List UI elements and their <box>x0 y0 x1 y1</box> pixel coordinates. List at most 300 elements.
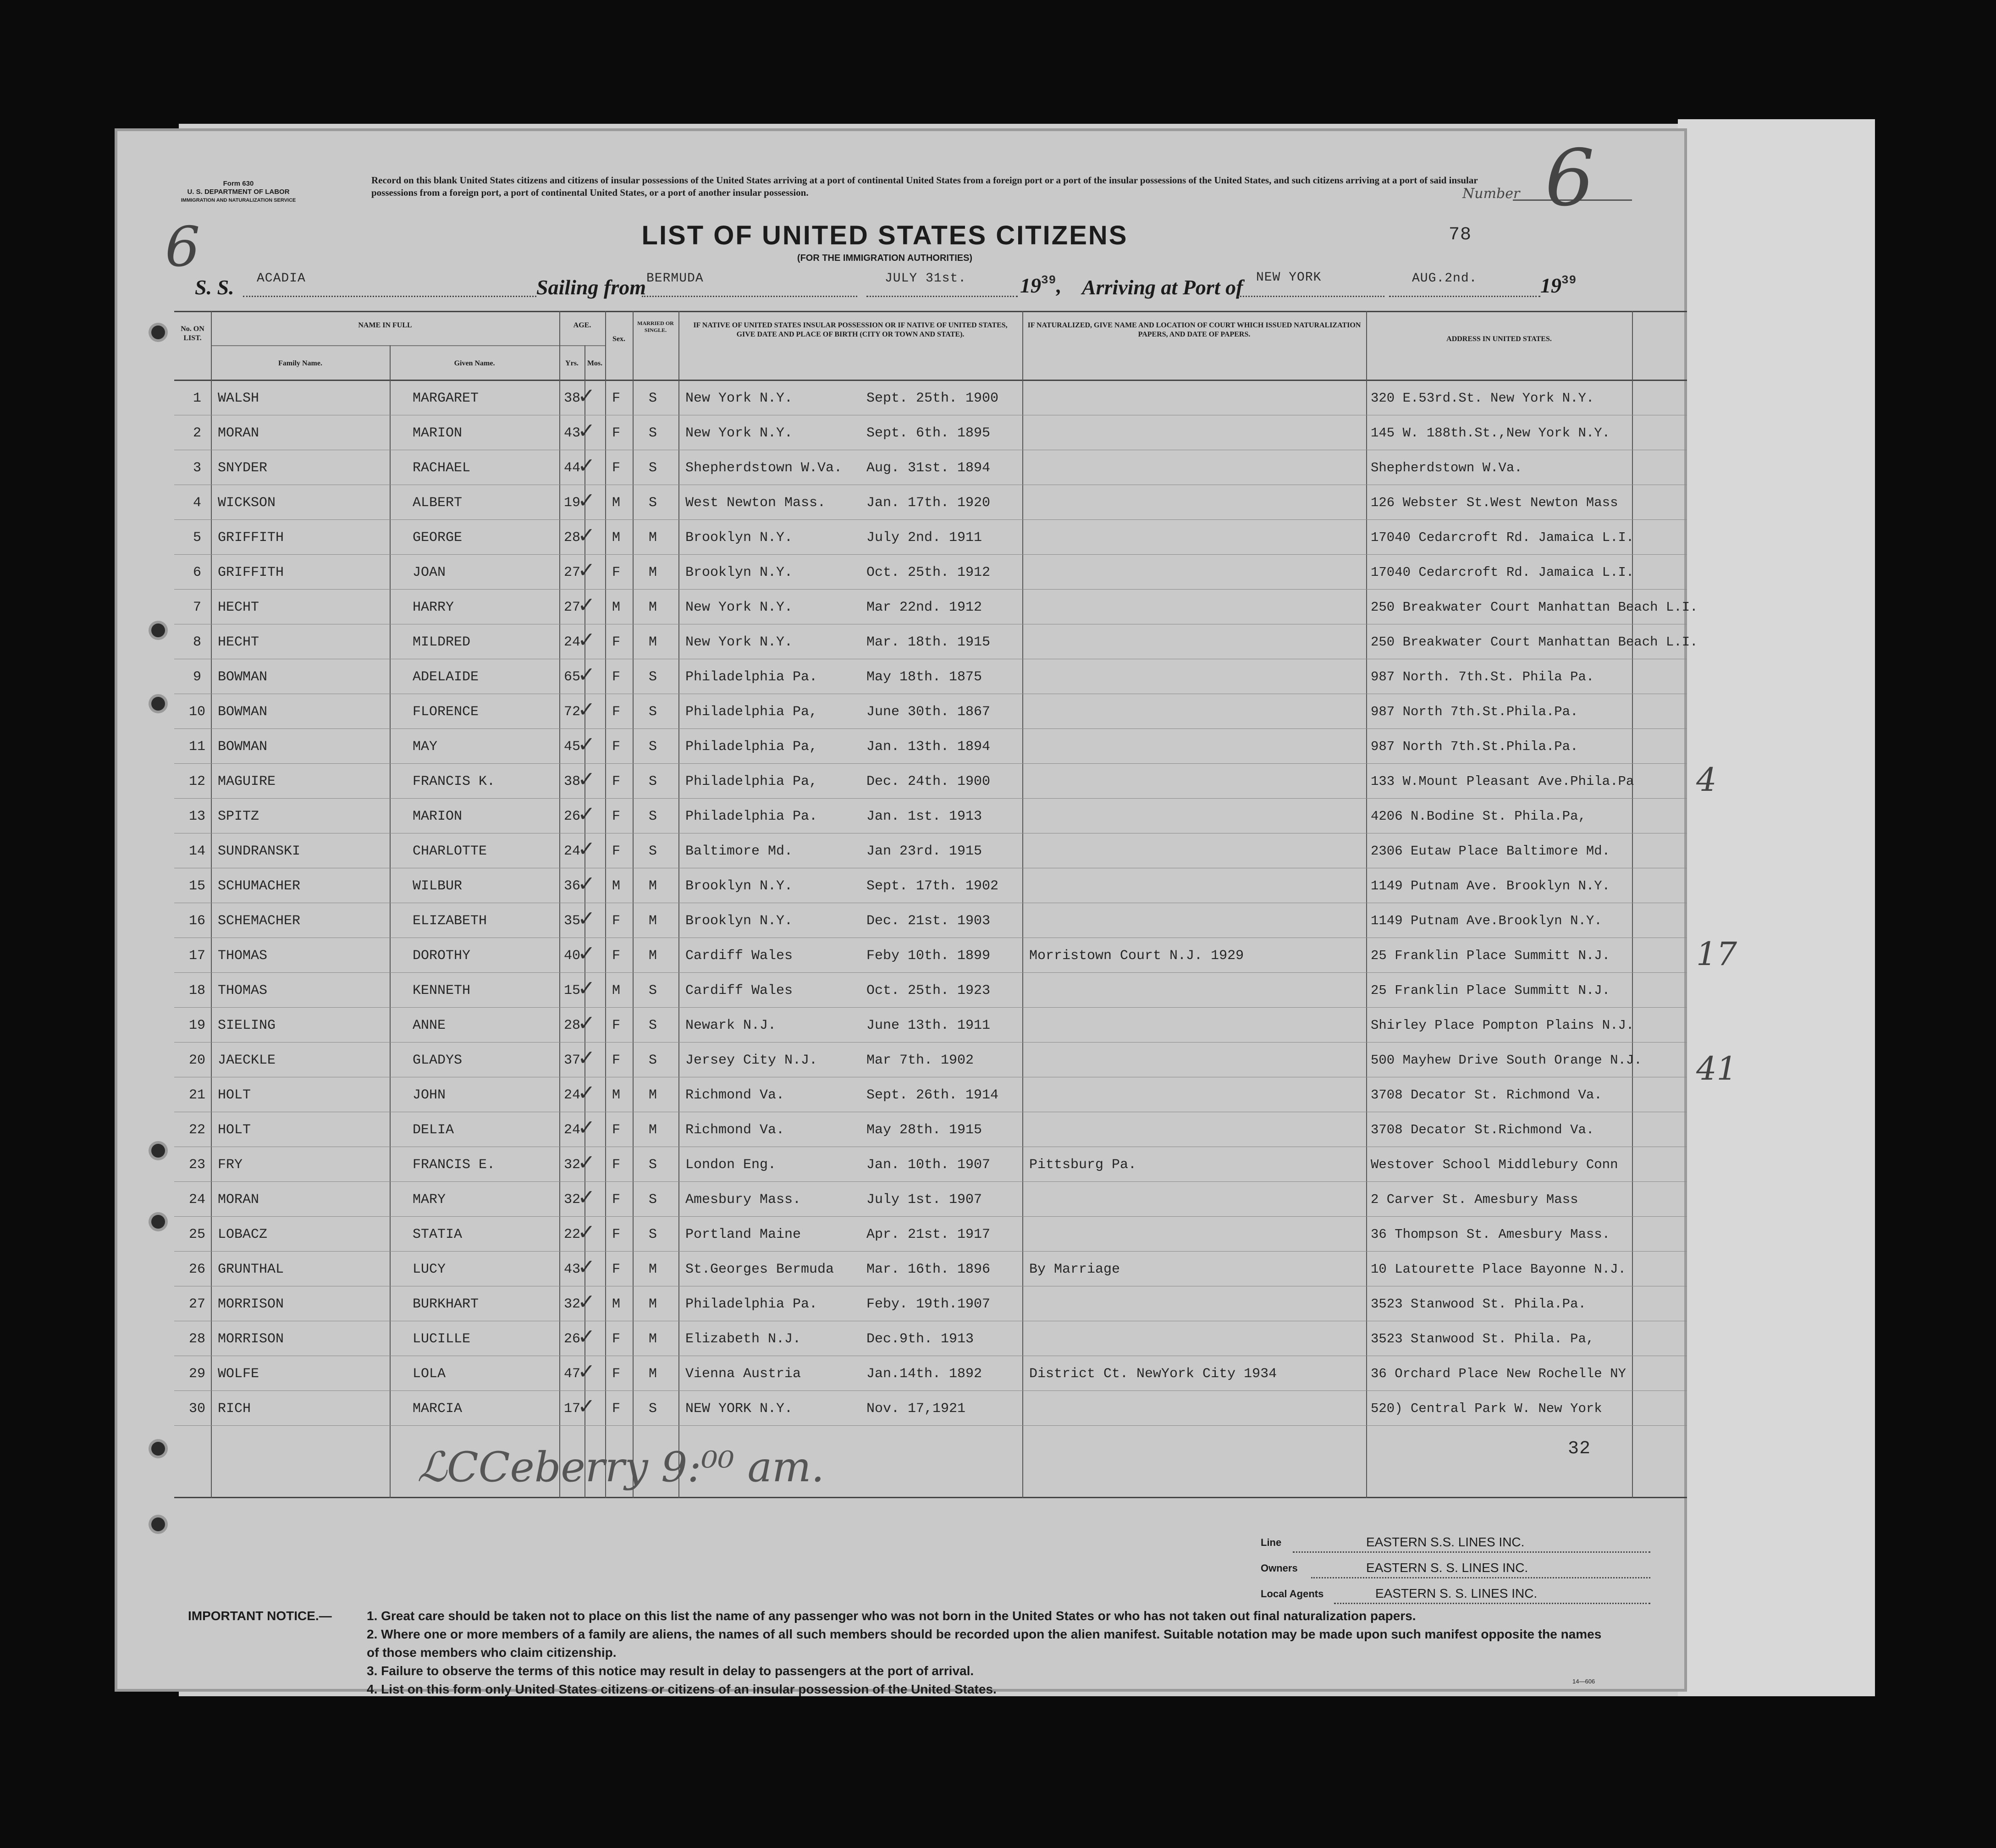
birth-date: Dec. 21st. 1903 <box>866 913 991 929</box>
naturalization: District Ct. NewYork City 1934 <box>1029 1366 1277 1382</box>
sex: F <box>612 1401 621 1417</box>
marital-status: S <box>649 460 657 476</box>
birth-place: St.Georges Bermuda <box>685 1262 834 1277</box>
age-years: 38 <box>564 774 581 789</box>
table-row <box>174 764 1747 799</box>
row-number: 23 <box>188 1157 205 1173</box>
given-name: JOHN <box>413 1087 446 1103</box>
sex: F <box>612 391 621 406</box>
marital-status: S <box>649 391 657 406</box>
age-years: 35 <box>564 913 581 929</box>
given-name: MARION <box>413 425 463 441</box>
age-years: 24 <box>564 1087 581 1103</box>
marital-status: S <box>649 774 657 789</box>
birth-place: Philadelphia Pa. <box>685 669 818 685</box>
address: 2306 Eutaw Place Baltimore Md. <box>1371 844 1610 859</box>
birth-date: July 2nd. 1911 <box>866 530 982 546</box>
check-mark-icon: ✓ <box>578 976 595 1000</box>
check-mark-icon: ✓ <box>578 1045 595 1070</box>
departure-port: BERMUDA <box>646 271 704 286</box>
given-name: GLADYS <box>413 1053 463 1068</box>
address: 36 Orchard Place New Rochelle NY <box>1371 1366 1626 1381</box>
table-row <box>174 1252 1747 1286</box>
address: 126 Webster St.West Newton Mass <box>1371 495 1618 510</box>
row-number: 27 <box>188 1296 205 1312</box>
address: 4206 N.Bodine St. Phila.Pa, <box>1371 809 1586 824</box>
notice-item: 3. Failure to observe the terms of this notice may result in delay to passengers at the port of arrival. <box>367 1664 974 1678</box>
row-number: 6 <box>193 565 201 580</box>
form-number: Form 630 <box>223 180 254 188</box>
birth-place: Baltimore Md. <box>685 844 793 859</box>
family-name: HOLT <box>218 1122 251 1138</box>
sex: F <box>612 1053 621 1068</box>
given-name: MARION <box>413 809 463 824</box>
check-mark-icon: ✓ <box>578 836 595 861</box>
col-family-name: Family Name. <box>278 359 322 367</box>
birth-date: Sept. 17th. 1902 <box>866 878 999 894</box>
check-mark-icon: ✓ <box>578 592 595 617</box>
marital-status: S <box>649 809 657 824</box>
family-name: SPITZ <box>218 809 259 824</box>
address: 145 W. 188th.St.,New York N.Y. <box>1371 425 1610 441</box>
sex: F <box>612 1262 621 1277</box>
check-mark-icon: ✓ <box>578 488 595 513</box>
address: Shirley Place Pompton Plains N.J. <box>1371 1018 1634 1033</box>
address: 25 Franklin Place Summitt N.J. <box>1371 948 1610 963</box>
check-mark-icon: ✓ <box>578 418 595 443</box>
birth-place: Philadelphia Pa, <box>685 774 818 789</box>
age-years: 27 <box>564 600 581 615</box>
birth-date: July 1st. 1907 <box>866 1192 982 1208</box>
notice-item: 2. Where one or more members of a family are aliens, the names of all such members should be recorded upon the alien manifest. Suitable notation may be made upon such manifest opposite the names of those members who claim citizenship. <box>367 1627 1602 1660</box>
birth-date: Jan. 10th. 1907 <box>866 1157 991 1173</box>
given-name: FRANCIS E. <box>413 1157 496 1173</box>
table-row <box>174 659 1747 694</box>
birth-place: Philadelphia Pa. <box>685 809 818 824</box>
check-mark-icon: ✓ <box>578 697 595 722</box>
birth-date: Jan. 1st. 1913 <box>866 809 982 824</box>
sex: F <box>612 1018 621 1033</box>
birth-date: Apr. 21st. 1917 <box>866 1227 991 1242</box>
table-row <box>174 938 1747 973</box>
side-number-3: 41 <box>1696 1050 1737 1087</box>
row-number: 11 <box>188 739 205 755</box>
birth-place: New York N.Y. <box>685 600 793 615</box>
birth-date: Jan. 13th. 1894 <box>866 739 991 755</box>
row-number: 28 <box>188 1331 205 1347</box>
sex: F <box>612 1366 621 1382</box>
corner-handwritten-number: 6 <box>165 215 200 279</box>
sex: F <box>612 1122 621 1138</box>
address: 520) Central Park W. New York <box>1371 1401 1602 1416</box>
check-mark-icon: ✓ <box>578 767 595 791</box>
address: 3708 Decator St.Richmond Va. <box>1371 1122 1594 1137</box>
family-name: MAGUIRE <box>218 774 276 789</box>
col-birth: IF NATIVE OF UNITED STATES INSULAR POSSESSION OR IF NATIVE OF UNITED STATES, GIVE DATE AND PLACE OF BIRTH (CITY OR TOWN AND STATE). <box>693 321 1008 338</box>
address: 36 Thompson St. Amesbury Mass. <box>1371 1227 1610 1242</box>
birth-date: Oct. 25th. 1923 <box>866 983 991 998</box>
given-name: RACHAEL <box>413 460 471 476</box>
ss-label: S. S. <box>195 276 234 299</box>
page-title: LIST OF UNITED STATES CITIZENS <box>641 221 1128 250</box>
given-name: KENNETH <box>413 983 471 998</box>
address: 1149 Putnam Ave. Brooklyn N.Y. <box>1371 878 1610 894</box>
col-age: AGE. <box>573 321 591 329</box>
given-name: DELIA <box>413 1122 454 1138</box>
given-name: MARY <box>413 1192 446 1208</box>
table-row <box>174 1112 1747 1147</box>
sex: F <box>612 844 621 859</box>
family-name: WICKSON <box>218 495 276 511</box>
family-name: SUNDRANSKI <box>218 844 301 859</box>
family-name: MORRISON <box>218 1296 284 1312</box>
sex: F <box>612 425 621 441</box>
row-number: 13 <box>188 809 205 824</box>
binder-hole <box>151 325 165 339</box>
address: 133 W.Mount Pleasant Ave.Phila.Pa <box>1371 774 1634 789</box>
binder-hole <box>151 1215 165 1229</box>
marital-status: M <box>649 1087 657 1103</box>
family-name: THOMAS <box>218 948 268 964</box>
col-no-on-list: No. ON LIST. <box>181 325 204 342</box>
family-name: HOLT <box>218 1087 251 1103</box>
age-years: 65 <box>564 669 581 685</box>
given-name: DOROTHY <box>413 948 471 964</box>
table-row <box>174 1321 1747 1356</box>
sex: F <box>612 948 621 964</box>
birth-place: London Eng. <box>685 1157 777 1173</box>
table-row <box>174 450 1747 485</box>
birth-place: Shepherdstown W.Va. <box>685 460 843 476</box>
manifest-form: Form 630 U. S. DEPARTMENT OF LABOR IMMIGRATION AND NATURALIZATION SERVICE 6 Record on this blank United States citizens and citizens of insular possessions of the United States arriving at a port of continental United States from a foreign port or a port of the insular possessions of the United States, and such citizens arriving at a port of said insular possessions from a foreign port, a port of continental United States, or a port of another insular possession. Number 6 78 LIST OF UNITED STATES CITIZENS (FOR THE IMMIGRATION AUTHORITIES) S. S. ACADIA Sailing from BERMUDA JULY 31st. $19^{39}$, Arriving at Port of NEW YORK AUG.2nd. $19^{39}$ No. ON LIST. NAME IN FULL Family Name. Given Name. AGE. Yrs. Mos. Sex. MARRIED OR SINGLE. IF NATIVE OF UNITED STATES INSULAR POSSESSION OR IF NATIVE OF UNITED STATES, GIVE DATE AND PLACE OF BIRTH (CITY OR TOWN AND STATE). IF NATURALIZED, GIVE NAME AND LOCATION OF COURT WHICH ISSUED NATURALIZATION PAPERS, AND DATE OF PAPERS. ADDRESS IN UNITED STATES. 1 WALSH MARGARET 38 F S New York N.Y. Sept. 25th. 1900 320 E.53rd.St. New York N.Y. ✓ 2 MORAN MARION 43 F S New York N.Y. Sept. 6th. 1895 145 W. 188th.St.,New York N.Y. ✓ 3 SNYDER RACHAEL 44 F S Shepherdstown W.Va. Aug. 31st. 1894 Shepherdstown W.Va. ✓ 4 WICKSON ALBERT 19 M S West Newton Mass. Jan. 17th. 1920 126 Webster St.West Newton Mass ✓ 5 GRIFFITH GEORGE 28 M M Brooklyn N.Y. July 2nd. 1911 17040 Cedarcroft Rd. Jamaica L.I. ✓ 6 GRIFFITH JOAN 27 F M Brooklyn N.Y. Oct. 25th. 1912 17040 Cedarcroft Rd. Jamaica L.I. ✓ 7 HECHT HARRY 27 M M New York N.Y. Mar 22nd. 1912 250 Breakwater Court Manhattan Beach L.I. ✓ 8 HECHT MILDRED 24 F M New York N.Y. Mar. 18th. 1915 250 Breakwater Court Manhattan Beach L.I. ✓ 9 BOWMAN ADELAIDE 65 F S Philadelphia Pa. May 18th. 1875 987 North. 7th.St. Phila Pa. ✓ 10 BOWMAN FLORENCE 72 F S Philadelphia Pa, June 30th. 1867 987 North 7th.St.Phila.Pa. ✓ 11 BOWMAN MAY 45 F S Philadelphia Pa, Jan. 13th. 1894 987 North 7th.St.Phila.Pa. ✓ 12 MAGUIRE FRANCIS K. 38 F S Philadelphia Pa, Dec. 24th. 1900 133 W.Mount Pleasant Ave.Phila.Pa ✓ 13 SPITZ MARION 26 F S Philadelphia Pa. Jan. 1st. 1913 4206 N.Bodine St. Phila.Pa, ✓ 14 SUNDRANSKI CHARLOTTE 24 F S Baltimore Md. Jan 23rd. 1915 2306 Eutaw Place Baltimore Md. ✓ 15 SCHUMACHER WILBUR 36 M M Brooklyn N.Y. Sept. 17th. 1902 1149 Putnam Ave. Brooklyn N.Y. ✓ 16 SCHEMACHER ELIZABETH 35 F M Brooklyn N.Y. Dec. 21st. 1903 1149 Putnam Ave.Brooklyn N.Y. ✓ 17 THOMAS DOROTHY 40 F M Cardiff Wales Feby 10th. 1899 Morristown Court N.J. 1929 25 Franklin Place Summitt N.J. ✓ 18 THOMAS KENNETH 15 M S Cardiff Wales Oct. 25th. 1923 25 Franklin Place Summitt N.J. ✓ 19 SIELING ANNE 28 F S Newark N.J. June 13th. 1911 Shirley Place Pompton Plains N.J. ✓ 20 JAECKLE GLADYS 37 F S Jersey City N.J. Mar 7th. 1902 500 Mayhew Drive South Orange N.J. ✓ 21 HOLT JOHN 24 M M Richmond Va. Sept. 26th. 1914 3708 Decator St. Richmond Va. ✓ 22 HOLT DELIA 24 F M Richmond Va. May 28th. 1915 3708 Decator St.Richmond Va. ✓ 23 FRY FRANCIS E. 32 F S London Eng. Jan. 10th. 1907 Pittsburg Pa. Westover School Middlebury Conn ✓ 24 MORAN MARY 32 F S Amesbury Mass. July 1st. 1907 2 Carver St. Amesbury Mass ✓ 25 LOBACZ STATIA 22 F S Portland Maine Apr. 21st. 1917 36 Thompson St. Amesbury Mass. ✓ 26 GRUNTHAL LUCY 43 F M St.Georges Bermuda Mar. 16th. 1896 By Marriage 10 Latourette Place Bayonne N.J. ✓ 27 MORRISON BURKHART 32 M M Philadelphia Pa. Feby. 19th.1907 3523 Stanwood St. Phila.Pa. ✓ 28 MORRISON LUCILLE 26 F M Elizabeth N.J. Dec.9th. 1913 3523 Stanwood St. Phila. Pa, ✓ 29 WOLFE LOLA 47 F M Vienna Austria Jan.14th. 1892 District Ct. NewYork City 1934 36 Orchard Place New Rochelle NY ✓ 30 RICH MARCIA 17 F S NEW YORK N.Y. Nov. 17,1921 520) Central Park W. New York ✓ 32 ℒCCeberry 9:⁰⁰ am. Line EASTERN S.S. LINES INC. Owners EASTERN S. S. LINES INC. Local Agents EASTERN S. S. LINES INC. IMPORTANT NOTICE.— 1. Great care should be taken not to place on this list the name of any passenger who was not born in the United States or who has not taken out final naturalization papers. 2. Where one or more members of a family are aliens, the names of all such members should be recorded upon the alien manifest. Suitable notation may be made upon such manifest opposite the names of those members who claim citizenship. 3. Failure to observe the terms of this notice may result in delay to passengers at the port of arrival. 4. List on this form only United States citizens or citizens of an insular possession of the United States. 14—606 <box>115 128 1687 1692</box>
row-number: 21 <box>188 1087 205 1103</box>
age-years: 32 <box>564 1296 581 1312</box>
marital-status: S <box>649 1192 657 1208</box>
table-row <box>174 1286 1747 1321</box>
line-label: Line <box>1261 1537 1282 1548</box>
birth-place: Newark N.J. <box>685 1018 777 1033</box>
birth-place: Philadelphia Pa, <box>685 739 818 755</box>
row-number: 18 <box>188 983 205 998</box>
address: 3523 Stanwood St. Phila.Pa. <box>1371 1296 1586 1312</box>
birth-place: Brooklyn N.Y. <box>685 565 793 580</box>
birth-place: Brooklyn N.Y. <box>685 530 793 546</box>
marital-status: M <box>649 1331 657 1347</box>
marital-status: M <box>649 1366 657 1382</box>
address: 25 Franklin Place Summitt N.J. <box>1371 983 1610 998</box>
birth-date: Jan. 17th. 1920 <box>866 495 991 511</box>
arrival-year-prefix: 19 <box>1540 274 1561 297</box>
family-name: BOWMAN <box>218 669 268 685</box>
check-mark-icon: ✓ <box>578 871 595 896</box>
birth-date: Sept. 6th. 1895 <box>866 425 991 441</box>
notice-item: 1. Great care should be taken not to place on this list the name of any passenger who was not born in the United States or who has not taken out final naturalization papers. <box>367 1609 1416 1623</box>
table-row <box>174 903 1747 938</box>
table-row <box>174 520 1747 555</box>
check-mark-icon: ✓ <box>578 1254 595 1279</box>
departure-year-prefix: 19 <box>1020 274 1041 297</box>
given-name: JOAN <box>413 565 446 580</box>
side-number-1: 4 <box>1696 761 1717 799</box>
check-mark-icon: ✓ <box>578 1324 595 1349</box>
sex: F <box>612 1331 621 1347</box>
marital-status: M <box>649 600 657 615</box>
birth-date: Dec.9th. 1913 <box>866 1331 974 1347</box>
age-years: 24 <box>564 634 581 650</box>
sex: F <box>612 669 621 685</box>
family-name: SCHUMACHER <box>218 878 301 894</box>
sex: F <box>612 1192 621 1208</box>
table-row <box>174 590 1747 624</box>
arrival-date: AUG.2nd. <box>1412 271 1478 286</box>
check-mark-icon: ✓ <box>578 627 595 652</box>
binder-hole <box>151 697 165 711</box>
given-name: GEORGE <box>413 530 463 546</box>
birth-place: Philadelphia Pa. <box>685 1296 818 1312</box>
birth-date: Nov. 17,1921 <box>866 1401 966 1417</box>
address: Shepherdstown W.Va. <box>1371 460 1522 475</box>
birth-place: Jersey City N.J. <box>685 1053 818 1068</box>
age-years: 47 <box>564 1366 581 1382</box>
row-number: 17 <box>188 948 205 964</box>
notice-list <box>367 1607 1605 1699</box>
age-years: 24 <box>564 844 581 859</box>
check-mark-icon: ✓ <box>578 1359 595 1384</box>
row-number: 29 <box>188 1366 205 1382</box>
birth-place: West Newton Mass. <box>685 495 826 511</box>
binder-hole <box>151 1144 165 1158</box>
check-mark-icon: ✓ <box>578 1010 595 1035</box>
age-years: 44 <box>564 460 581 476</box>
line-value: EASTERN S.S. LINES INC. <box>1366 1535 1525 1549</box>
family-name: WOLFE <box>218 1366 259 1382</box>
table-row <box>174 381 1747 415</box>
given-name: CHARLOTTE <box>413 844 487 859</box>
table-row <box>174 799 1747 833</box>
given-name: LUCILLE <box>413 1331 471 1347</box>
check-mark-icon: ✓ <box>578 662 595 687</box>
given-name: MARGARET <box>413 391 479 406</box>
birth-date: May 28th. 1915 <box>866 1122 982 1138</box>
given-name: BURKHART <box>413 1296 479 1312</box>
marital-status: M <box>649 878 657 894</box>
sex: M <box>612 1087 621 1103</box>
row-number: 9 <box>193 669 201 685</box>
family-name: HECHT <box>218 634 259 650</box>
marital-status: M <box>649 530 657 546</box>
row-number: 22 <box>188 1122 205 1138</box>
marital-status: S <box>649 739 657 755</box>
sex: F <box>612 809 621 824</box>
sex: F <box>612 704 621 720</box>
arrival-year: 39 <box>1561 273 1577 287</box>
birth-date: Mar 7th. 1902 <box>866 1053 974 1068</box>
arriving-label: Arriving at Port of <box>1082 276 1243 299</box>
family-name: RICH <box>218 1401 251 1417</box>
print-code: 14—606 <box>1572 1678 1595 1685</box>
birth-place: Cardiff Wales <box>685 983 793 998</box>
given-name: HARRY <box>413 600 454 615</box>
marital-status: S <box>649 704 657 720</box>
check-mark-icon: ✓ <box>578 732 595 756</box>
birth-place: Richmond Va. <box>685 1122 785 1138</box>
row-number: 26 <box>188 1262 205 1277</box>
address: 250 Breakwater Court Manhattan Beach L.I. <box>1371 600 1698 615</box>
birth-place: Elizabeth N.J. <box>685 1331 801 1347</box>
marital-status: S <box>649 495 657 511</box>
age-years: 40 <box>564 948 581 964</box>
manifest-table <box>174 311 1698 1503</box>
sex: M <box>612 600 621 615</box>
row-number: 30 <box>188 1401 205 1417</box>
sex: F <box>612 1157 621 1173</box>
marital-status: S <box>649 844 657 859</box>
instructions-text: Record on this blank United States citizens and citizens of insular possessions of the United States arriving at a port of continental United States from a foreign port or a port of the insular possessions of the United States, and such citizens arriving at a port of said insular possessions from a foreign port, a port of continental United States, or a port of another insular possession. <box>371 175 1478 198</box>
given-name: ANNE <box>413 1018 446 1033</box>
row-number: 25 <box>188 1227 205 1242</box>
address: 250 Breakwater Court Manhattan Beach L.I. <box>1371 634 1698 650</box>
sex: M <box>612 530 621 546</box>
table-row <box>174 485 1747 520</box>
family-name: MORRISON <box>218 1331 284 1347</box>
row-number: 16 <box>188 913 205 929</box>
address: 2 Carver St. Amesbury Mass <box>1371 1192 1578 1207</box>
check-mark-icon: ✓ <box>578 1219 595 1244</box>
table-row <box>174 694 1747 729</box>
table-row <box>174 1043 1747 1077</box>
birth-date: Mar 22nd. 1912 <box>866 600 982 615</box>
check-mark-icon: ✓ <box>578 1185 595 1209</box>
family-name: THOMAS <box>218 983 268 998</box>
sex: F <box>612 913 621 929</box>
table-row <box>174 1077 1747 1112</box>
family-name: SCHEMACHER <box>218 913 301 929</box>
address: 17040 Cedarcroft Rd. Jamaica L.I. <box>1371 565 1634 580</box>
age-years: 43 <box>564 425 581 441</box>
age-years: 19 <box>564 495 581 511</box>
marital-status: S <box>649 669 657 685</box>
check-mark-icon: ✓ <box>578 906 595 931</box>
table-row <box>174 624 1747 659</box>
birth-place: NEW YORK N.Y. <box>685 1401 793 1417</box>
table-row <box>174 555 1747 590</box>
check-mark-icon: ✓ <box>578 1394 595 1418</box>
family-name: FRY <box>218 1157 243 1173</box>
marital-status: S <box>649 1018 657 1033</box>
sex: F <box>612 565 621 580</box>
address: 3708 Decator St. Richmond Va. <box>1371 1087 1602 1103</box>
given-name: LUCY <box>413 1262 446 1277</box>
family-name: HECHT <box>218 600 259 615</box>
row-number: 8 <box>193 634 201 650</box>
row-number: 1 <box>193 391 201 406</box>
given-name: ALBERT <box>413 495 463 511</box>
check-mark-icon: ✓ <box>578 1115 595 1140</box>
address: 987 North. 7th.St. Phila Pa. <box>1371 669 1594 684</box>
table-row <box>174 1008 1747 1043</box>
given-name: STATIA <box>413 1227 463 1242</box>
age-years: 28 <box>564 1018 581 1033</box>
birth-date: Sept. 26th. 1914 <box>866 1087 999 1103</box>
given-name: ELIZABETH <box>413 913 487 929</box>
table-row <box>174 729 1747 764</box>
birth-place: Brooklyn N.Y. <box>685 878 793 894</box>
birth-date: June 30th. 1867 <box>866 704 991 720</box>
marital-status: S <box>649 1157 657 1173</box>
birth-place: Philadelphia Pa, <box>685 704 818 720</box>
given-name: MARCIA <box>413 1401 463 1417</box>
marital-status: S <box>649 1053 657 1068</box>
marital-status: M <box>649 1296 657 1312</box>
family-name: BOWMAN <box>218 739 268 755</box>
check-mark-icon: ✓ <box>578 1080 595 1105</box>
given-name: LOLA <box>413 1366 446 1382</box>
marital-status: M <box>649 565 657 580</box>
given-name: FRANCIS K. <box>413 774 496 789</box>
family-name: GRIFFITH <box>218 530 284 546</box>
age-years: 26 <box>564 809 581 824</box>
table-row <box>174 1217 1747 1252</box>
marital-status: M <box>649 913 657 929</box>
address: 500 Mayhew Drive South Orange N.J. <box>1371 1053 1642 1068</box>
sex: F <box>612 774 621 789</box>
row-number: 12 <box>188 774 205 789</box>
col-married-single: MARRIED OR SINGLE. <box>637 320 674 333</box>
family-name: BOWMAN <box>218 704 268 720</box>
age-years: 38 <box>564 391 581 406</box>
age-years: 22 <box>564 1227 581 1242</box>
given-name: FLORENCE <box>413 704 479 720</box>
col-yrs: Yrs. <box>565 359 579 367</box>
service: IMMIGRATION AND NATURALIZATION SERVICE <box>181 198 296 203</box>
row-number: 19 <box>188 1018 205 1033</box>
table-row <box>174 1182 1747 1217</box>
row-number: 10 <box>188 704 205 720</box>
family-name: LOBACZ <box>218 1227 268 1242</box>
handwritten-signature: ℒCCeberry 9:⁰⁰ am. <box>417 1443 825 1491</box>
age-years: 24 <box>564 1122 581 1138</box>
col-sex: Sex. <box>612 335 625 343</box>
sailing-from-label: Sailing from <box>536 276 646 299</box>
birth-place: Cardiff Wales <box>685 948 793 964</box>
number-label: Number <box>1462 186 1520 202</box>
birth-place: Portland Maine <box>685 1227 801 1242</box>
binder-hole <box>151 1517 165 1531</box>
address: 320 E.53rd.St. New York N.Y. <box>1371 391 1594 406</box>
age-years: 32 <box>564 1192 581 1208</box>
col-address: ADDRESS IN UNITED STATES. <box>1446 335 1552 343</box>
family-name: WALSH <box>218 391 259 406</box>
family-name: MORAN <box>218 425 259 441</box>
birth-date: Feby 10th. 1899 <box>866 948 991 964</box>
marital-status: M <box>649 1262 657 1277</box>
birth-date: Feby. 19th.1907 <box>866 1296 991 1312</box>
table-row <box>174 1391 1747 1426</box>
age-years: 36 <box>564 878 581 894</box>
owners-value: EASTERN S. S. LINES INC. <box>1366 1561 1528 1575</box>
binder-hole <box>151 623 165 637</box>
row-number: 14 <box>188 844 205 859</box>
age-years: 45 <box>564 739 581 755</box>
birth-date: Sept. 25th. 1900 <box>866 391 999 406</box>
birth-date: Oct. 25th. 1912 <box>866 565 991 580</box>
marital-status: M <box>649 948 657 964</box>
sex: M <box>612 495 621 511</box>
col-mos: Mos. <box>587 359 603 367</box>
address: 987 North 7th.St.Phila.Pa. <box>1371 704 1578 719</box>
check-mark-icon: ✓ <box>578 383 595 408</box>
marital-status: S <box>649 983 657 998</box>
